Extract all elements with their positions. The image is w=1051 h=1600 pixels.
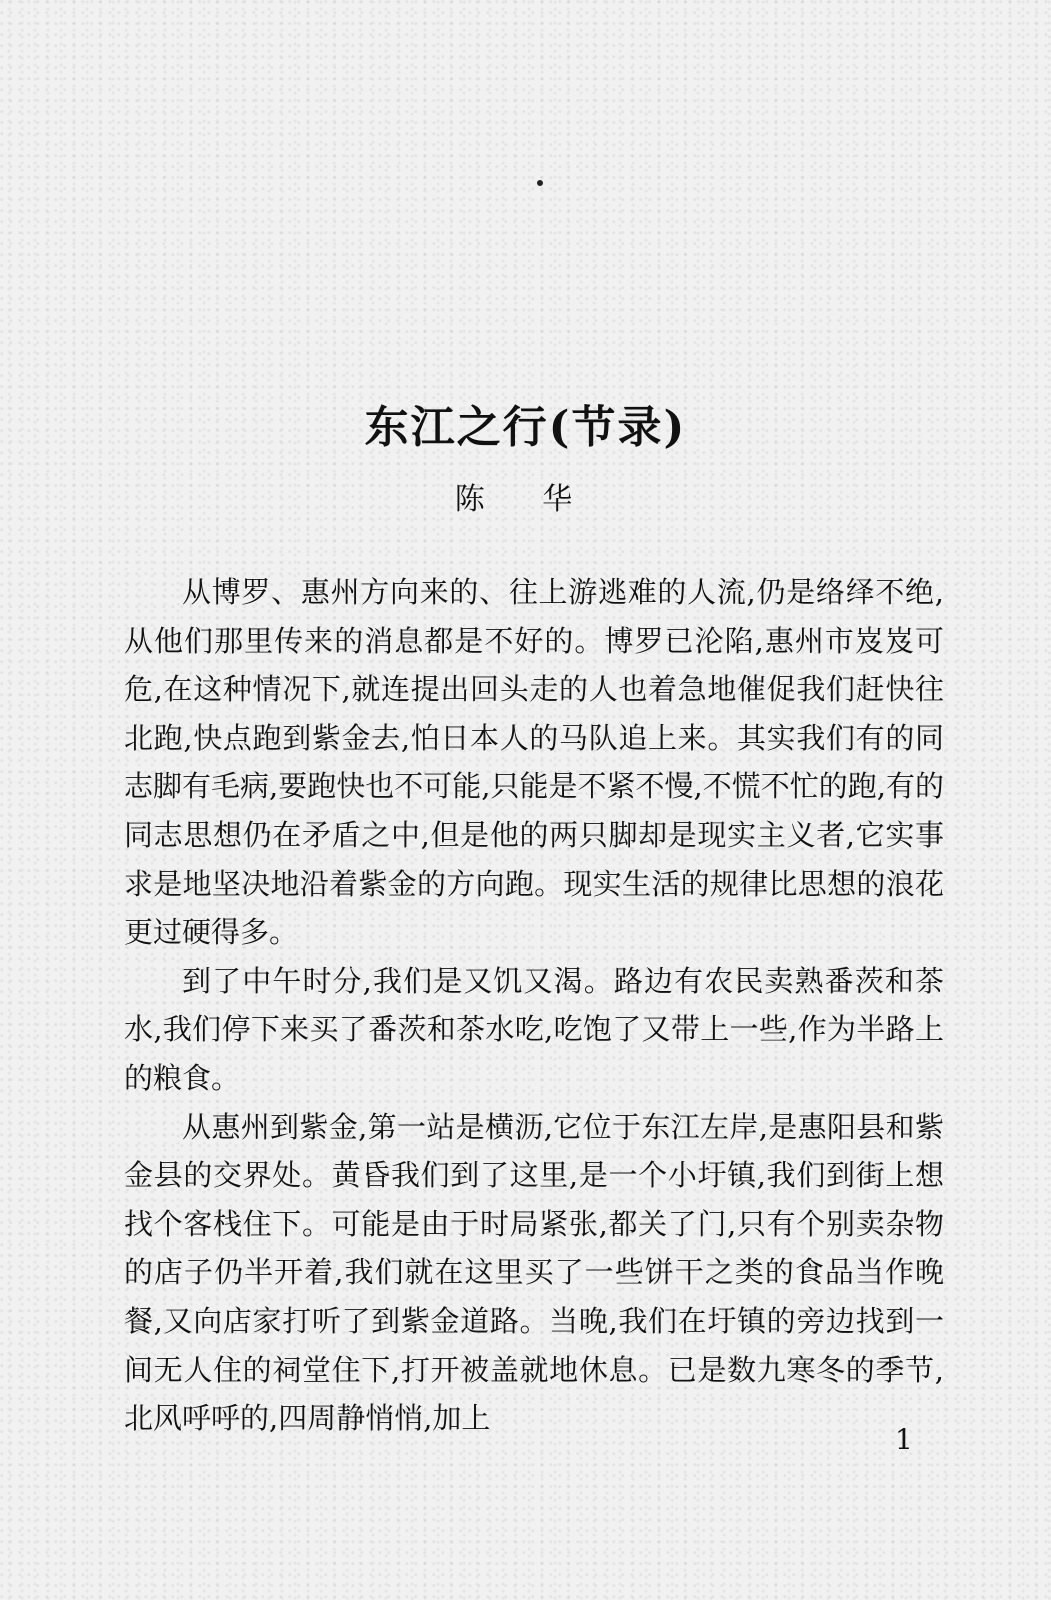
article-body — [124, 568, 944, 1443]
paragraph: 到了中午时分,我们是又饥又渴。路边有农民卖熟番茨和茶水,我们停下来买了番茨和茶水吃,吃饱了又带上一些,作为半路上的粮食。 — [124, 963, 944, 1095]
page-number: 1 — [895, 1423, 913, 1456]
author-name: 陈 华 — [454, 482, 597, 517]
paragraph: 从博罗、惠州方向来的、往上游逃难的人流,仍是络绎不绝,从他们那里传来的消息都是不好的。博罗已沦陷,惠州市岌岌可危,在这种情况下,就连提出回头走的人也着急地催促我们赶快往北跑,快点跑到紫金去,怕日本人的马队追上来。其实我们有的同志脚有毛病,要跑快也不可能,只能是不紧不慢,不慌不忙的跑,有的同志思想仍在矛盾之中,但是他的两只脚却是现实主义者,它实事求是地坚决地沿着紫金的方向跑。现实生活的规律比思想的浪花更过硬得多。 — [124, 575, 944, 950]
article-title: 东江之行(节录) — [364, 402, 687, 453]
decorative-dot — [537, 180, 543, 186]
paragraph: 从惠州到紫金,第一站是横沥,它位于东江左岸,是惠阳县和紫金县的交界处。黄昏我们到了这里,是一个小圩镇,我们到街上想找个客栈住下。可能是由于时局紧张,都关了门,只有个别卖杂物的店子仍半开着,我们就在这里买了一些饼干之类的食品当作晚餐,又向店家打听了到紫金道路。当晚,我们在圩镇的旁边找到一间无人住的祠堂住下,打开被盖就地休息。已是数九寒冬的季节,北风呼呼的,四周静悄悄,加上 — [124, 1109, 944, 1436]
